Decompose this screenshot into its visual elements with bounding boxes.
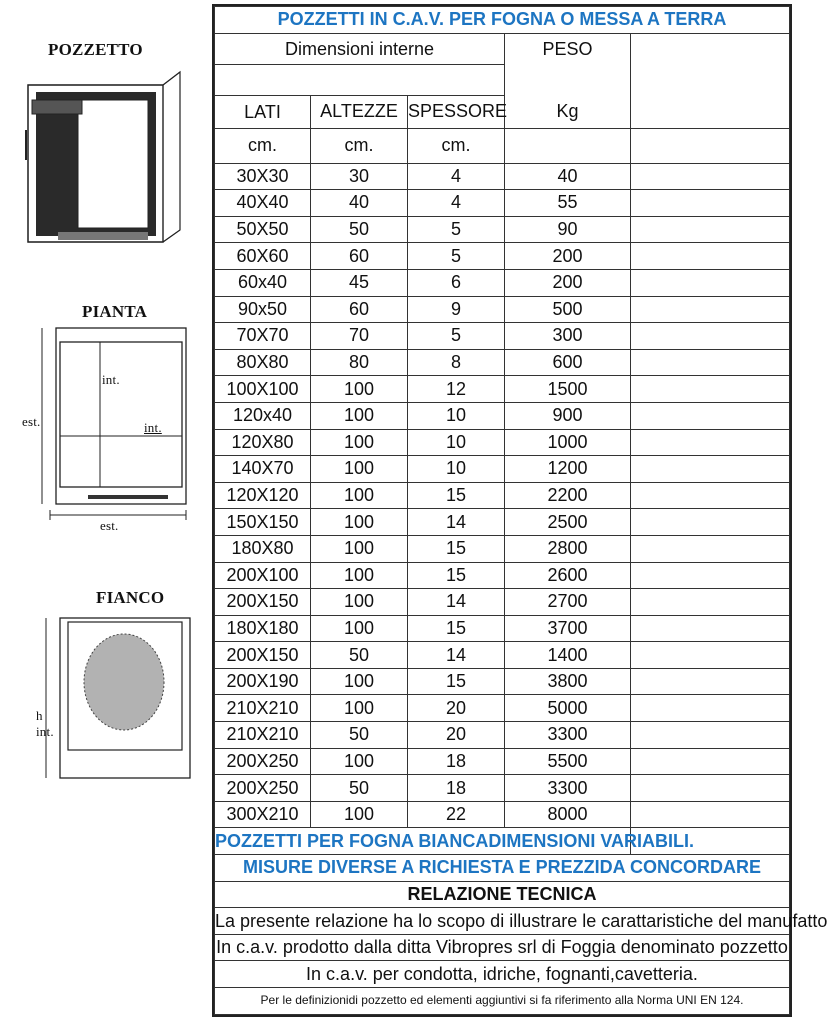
fianco-label: FIANCO	[96, 588, 165, 607]
extra-cell	[631, 562, 790, 589]
peso-cell: 5500	[505, 748, 631, 775]
est-bottom-label: est.	[100, 518, 119, 533]
spessore-cell: 4	[408, 163, 505, 190]
peso-cell: 900	[505, 402, 631, 429]
extra-cell	[631, 376, 790, 403]
lati-cell: 50X50	[215, 216, 311, 243]
spessore-cell: 18	[408, 748, 505, 775]
drawings-panel	[0, 0, 210, 1000]
table-row	[215, 615, 790, 642]
lati-cell: 100X100	[215, 376, 311, 403]
relazione-line: In c.a.v. prodotto dalla ditta Vibropres srl di Foggia denominato pozzetto	[215, 934, 790, 961]
peso-cell: 3700	[505, 615, 631, 642]
h-label: h	[36, 708, 43, 723]
altezze-cell: 50	[311, 722, 408, 749]
lati-cell: 200X150	[215, 642, 311, 669]
extra-cell	[631, 668, 790, 695]
table-row	[215, 801, 790, 828]
relazione-line: La presente relazione ha lo scopo di illustrare le carattaristiche del manufatto	[215, 908, 790, 935]
altezze-cell: 50	[311, 775, 408, 802]
extra-cell	[631, 589, 790, 616]
altezze-cell: 100	[311, 615, 408, 642]
altezze-cell: 100	[311, 456, 408, 483]
altezze-cell: 70	[311, 323, 408, 350]
altezze-cell: 100	[311, 695, 408, 722]
peso-cell: 2800	[505, 535, 631, 562]
lati-cell: 150X150	[215, 509, 311, 536]
lati-header: LATI	[215, 95, 311, 128]
altezze-cell: 100	[311, 535, 408, 562]
table-row	[215, 775, 790, 802]
peso-header: PESO	[505, 33, 631, 128]
altezze-cell: 100	[311, 748, 408, 775]
unit-lati: cm.	[215, 128, 311, 163]
spessore-cell: 20	[408, 695, 505, 722]
extra-cell	[631, 216, 790, 243]
peso-cell: 90	[505, 216, 631, 243]
altezze-cell: 60	[311, 296, 408, 323]
table-row	[215, 748, 790, 775]
altezze-cell: 50	[311, 216, 408, 243]
peso-cell: 3300	[505, 722, 631, 749]
spessore-cell: 15	[408, 535, 505, 562]
spessore-cell: 9	[408, 296, 505, 323]
pozzetti-table	[212, 4, 827, 1017]
spessore-cell: 15	[408, 615, 505, 642]
extra-cell	[631, 482, 790, 509]
lati-cell: 210X210	[215, 695, 311, 722]
lati-cell: 30X30	[215, 163, 311, 190]
altezze-cell: 40	[311, 190, 408, 217]
peso-cell: 2600	[505, 562, 631, 589]
peso-cell: 200	[505, 243, 631, 270]
relazione-line: Per le definizionidi pozzetto ed elementi aggiuntivi si fa riferimento alla Norma UNI EN 124.	[215, 988, 790, 1015]
peso-cell: 5000	[505, 695, 631, 722]
peso-cell: 8000	[505, 801, 631, 828]
spessore-cell: 15	[408, 562, 505, 589]
extra-cell	[631, 323, 790, 350]
blank-header-cell	[215, 64, 505, 95]
lati-cell: 90x50	[215, 296, 311, 323]
spessore-cell: 5	[408, 216, 505, 243]
table-row	[215, 243, 790, 270]
lati-cell: 60X60	[215, 243, 311, 270]
kg-header: Kg	[505, 94, 631, 129]
lati-cell: 80X80	[215, 349, 311, 376]
peso-cell: 500	[505, 296, 631, 323]
spessore-cell: 22	[408, 801, 505, 828]
altezze-cell: 45	[311, 269, 408, 296]
relazione-line: In c.a.v. per condotta, idriche, fognanti,cavetteria.	[215, 961, 790, 988]
spessore-cell: 20	[408, 722, 505, 749]
extra-cell	[631, 349, 790, 376]
extra-cell	[631, 429, 790, 456]
spessore-cell: 15	[408, 482, 505, 509]
table-row	[215, 695, 790, 722]
note-line-1: POZZETTI PER FOGNA BIANCADIMENSIONI VARIABILI.	[215, 828, 631, 855]
lati-cell: 200X250	[215, 775, 311, 802]
altezze-cell: 60	[311, 243, 408, 270]
extra-header-cell	[631, 33, 790, 128]
altezze-cell: 100	[311, 589, 408, 616]
table-row	[215, 562, 790, 589]
spessore-cell: 14	[408, 642, 505, 669]
peso-cell: 200	[505, 269, 631, 296]
altezze-header: ALTEZZE	[311, 95, 408, 128]
fianco-drawing	[20, 612, 200, 782]
extra-cell	[631, 642, 790, 669]
table-body	[215, 163, 790, 828]
lati-cell: 40X40	[215, 190, 311, 217]
peso-cell: 600	[505, 349, 631, 376]
pianta-label: PIANTA	[82, 302, 148, 321]
peso-cell: 3300	[505, 775, 631, 802]
spessore-cell: 10	[408, 429, 505, 456]
peso-cell: 2700	[505, 589, 631, 616]
lati-cell: 140X70	[215, 456, 311, 483]
extra-cell	[631, 775, 790, 802]
pianta-drawing	[20, 322, 200, 522]
unit-spessore: cm.	[408, 128, 505, 163]
extra-cell	[631, 509, 790, 536]
table-row	[215, 509, 790, 536]
altezze-cell: 100	[311, 482, 408, 509]
table-row	[215, 589, 790, 616]
est-side-label: est.	[22, 414, 41, 429]
table-row	[215, 163, 790, 190]
extra-cell	[631, 190, 790, 217]
table-row	[215, 668, 790, 695]
peso-cell: 300	[505, 323, 631, 350]
h-int-label: int.	[36, 724, 54, 739]
table-row	[215, 269, 790, 296]
lati-cell: 60x40	[215, 269, 311, 296]
table-row	[215, 349, 790, 376]
altezze-cell: 30	[311, 163, 408, 190]
peso-cell: 1400	[505, 642, 631, 669]
lati-cell: 200X150	[215, 589, 311, 616]
extra-cell	[631, 615, 790, 642]
spessore-cell: 10	[408, 402, 505, 429]
table-row	[215, 722, 790, 749]
altezze-cell: 50	[311, 642, 408, 669]
int-label-b: int.	[144, 420, 162, 435]
lati-cell: 200X250	[215, 748, 311, 775]
table-row	[215, 376, 790, 403]
table-row	[215, 642, 790, 669]
peso-cell: 1000	[505, 429, 631, 456]
lati-cell: 180X180	[215, 615, 311, 642]
extra-cell	[631, 748, 790, 775]
lati-cell: 70X70	[215, 323, 311, 350]
table-row	[215, 535, 790, 562]
peso-cell: 2500	[505, 509, 631, 536]
lati-cell: 120x40	[215, 402, 311, 429]
altezze-cell: 80	[311, 349, 408, 376]
extra-cell	[631, 456, 790, 483]
extra-cell	[631, 163, 790, 190]
peso-cell: 2200	[505, 482, 631, 509]
lati-cell: 120X80	[215, 429, 311, 456]
lati-cell: 120X120	[215, 482, 311, 509]
table-row	[215, 216, 790, 243]
relazione-title: RELAZIONE TECNICA	[215, 881, 790, 908]
spessore-cell: 14	[408, 589, 505, 616]
extra-cell	[631, 695, 790, 722]
spessore-cell: 5	[408, 323, 505, 350]
extra-cell	[631, 402, 790, 429]
lati-cell: 200X100	[215, 562, 311, 589]
note-line-2: MISURE DIVERSE A RICHIESTA E PREZZIDA CONCORDARE	[215, 855, 790, 882]
table-title: POZZETTI IN C.A.V. PER FOGNA O MESSA A TERRA	[215, 7, 790, 34]
lati-cell: 300X210	[215, 801, 311, 828]
extra-unit-cell	[631, 128, 790, 163]
table-row	[215, 429, 790, 456]
spessore-cell: 4	[408, 190, 505, 217]
table-row	[215, 296, 790, 323]
spessore-cell: 14	[408, 509, 505, 536]
extra-cell	[631, 535, 790, 562]
spessore-cell: 18	[408, 775, 505, 802]
spessore-cell: 6	[408, 269, 505, 296]
table-row	[215, 402, 790, 429]
extra-cell	[631, 269, 790, 296]
spessore-cell: 12	[408, 376, 505, 403]
table-row	[215, 323, 790, 350]
spessore-cell: 15	[408, 668, 505, 695]
pozzetto-label: POZZETTO	[48, 40, 143, 59]
altezze-cell: 100	[311, 668, 408, 695]
table-row	[215, 482, 790, 509]
pozzetto-drawing	[18, 70, 193, 250]
altezze-cell: 100	[311, 509, 408, 536]
int-label-a: int.	[102, 372, 120, 387]
peso-cell: 40	[505, 163, 631, 190]
spessore-cell: 10	[408, 456, 505, 483]
lati-cell: 200X190	[215, 668, 311, 695]
lati-cell: 210X210	[215, 722, 311, 749]
extra-cell	[631, 801, 790, 828]
peso-cell: 55	[505, 190, 631, 217]
lati-cell: 180X80	[215, 535, 311, 562]
spessore-cell: 8	[408, 349, 505, 376]
altezze-cell: 100	[311, 562, 408, 589]
extra-cell	[631, 722, 790, 749]
table-row	[215, 456, 790, 483]
extra-cell	[631, 243, 790, 270]
dimensioni-interne-header: Dimensioni interne	[215, 33, 505, 64]
altezze-cell: 100	[311, 402, 408, 429]
peso-cell: 1200	[505, 456, 631, 483]
peso-cell: 3800	[505, 668, 631, 695]
spessore-cell: 5	[408, 243, 505, 270]
spessore-header: SPESSORE	[408, 95, 505, 128]
peso-cell: 1500	[505, 376, 631, 403]
altezze-cell: 100	[311, 429, 408, 456]
table-row	[215, 190, 790, 217]
altezze-cell: 100	[311, 376, 408, 403]
extra-cell	[631, 296, 790, 323]
unit-altezze: cm.	[311, 128, 408, 163]
altezze-cell: 100	[311, 801, 408, 828]
